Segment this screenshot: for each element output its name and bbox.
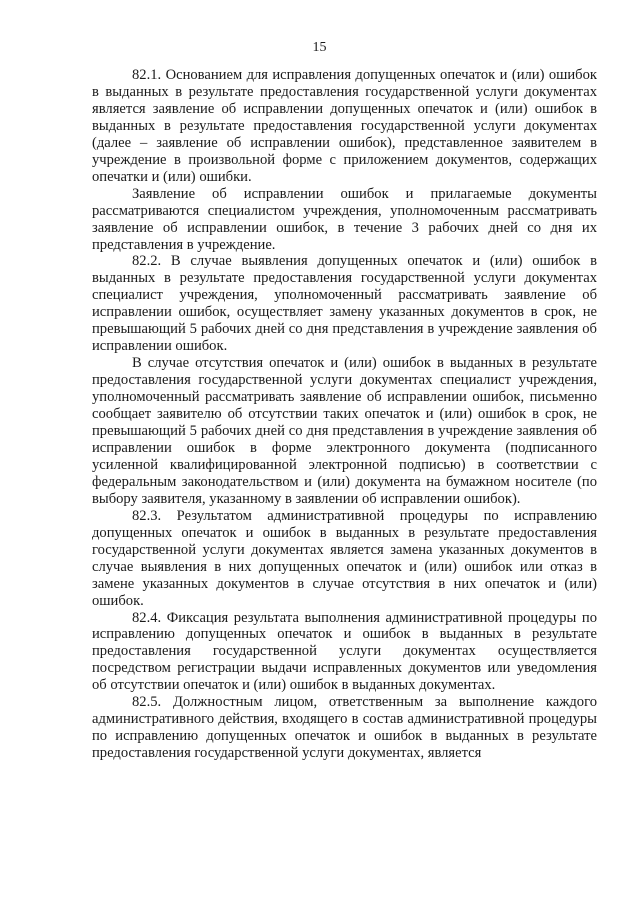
paragraph-82-5: 82.5. Должностным лицом, ответственным за выполнение каждого административного действия, входящего в состав административной процедуры по исправлению допущенных опечаток и ошибок в выданных в результате предоставления государственной услуги документах, является	[92, 694, 597, 762]
paragraph-82-1: 82.1. Основанием для исправления допущенных опечаток и (или) ошибок в выданных в результате предоставления государственной услуги документах является заявление об исправлении допущенных опечаток и (или) ошибок в выданных в результате предоставления государственной услуги документах (далее – заявление об исправлении ошибок), представленное заявителем в учреждение в произвольной форме с приложением документов, содержащих опечатки и (или) ошибки.	[92, 67, 597, 185]
page-number: 15	[312, 40, 327, 55]
paragraph-82-3: 82.3. Результатом административной процедуры по исправлению допущенных опечаток и ошибок в выданных в результате предоставления государственной услуги документах является замена указанных документов в случае выявления в них допущенных опечаток и (или) ошибок или отказ в замене указанных документов в случае отсутствия в них опечаток и (или) ошибок.	[92, 507, 597, 609]
paragraph-82-2: 82.2. В случае выявления допущенных опечаток и (или) ошибок в выданных в результате предоставления государственной услуги документах специалист учреждения, уполномоченный рассматривать заявление об исправлении ошибок, осуществляет замену указанных документов в срок, не превышающий 5 рабочих дней со дня представления в учреждение заявления об исправлении ошибок.	[92, 253, 597, 355]
paragraph-82-2-absence: В случае отсутствия опечаток и (или) ошибок в выданных в результате предоставления государственной услуги документах специалист учреждения, уполномоченный рассматривать заявление об исправлении ошибок, письменно сообщает заявителю об отсутствии таких опечаток и (или) ошибок в срок, не превышающий 5 рабочих дней со дня представления в учреждение заявления об исправлении ошибок в форме электронного документа (подписанного усиленной квалифицированной электронной подписью) в соответствии с федеральным законодательством и (или) документа на бумажном носителе (по выбору заявителя, указанному в заявлении об исправлении ошибок).	[92, 355, 597, 507]
paragraph-82-1-review: Заявление об исправлении ошибок и прилагаемые документы рассматриваются специалистом учреждения, уполномоченным рассматривать заявление об исправлении ошибок, в течение 3 рабочих дней со дня их представления в учреждение.	[92, 185, 597, 253]
document-body	[92, 67, 597, 762]
paragraph-82-4: 82.4. Фиксация результата выполнения административной процедуры по исправлению допущенных опечаток и ошибок в выданных в результате предоставления государственной услуги документах осуществляется посредством регистрации выдачи исправленных документов или уведомления об отсутствии опечаток и (или) ошибок в выданных документах.	[92, 609, 597, 694]
